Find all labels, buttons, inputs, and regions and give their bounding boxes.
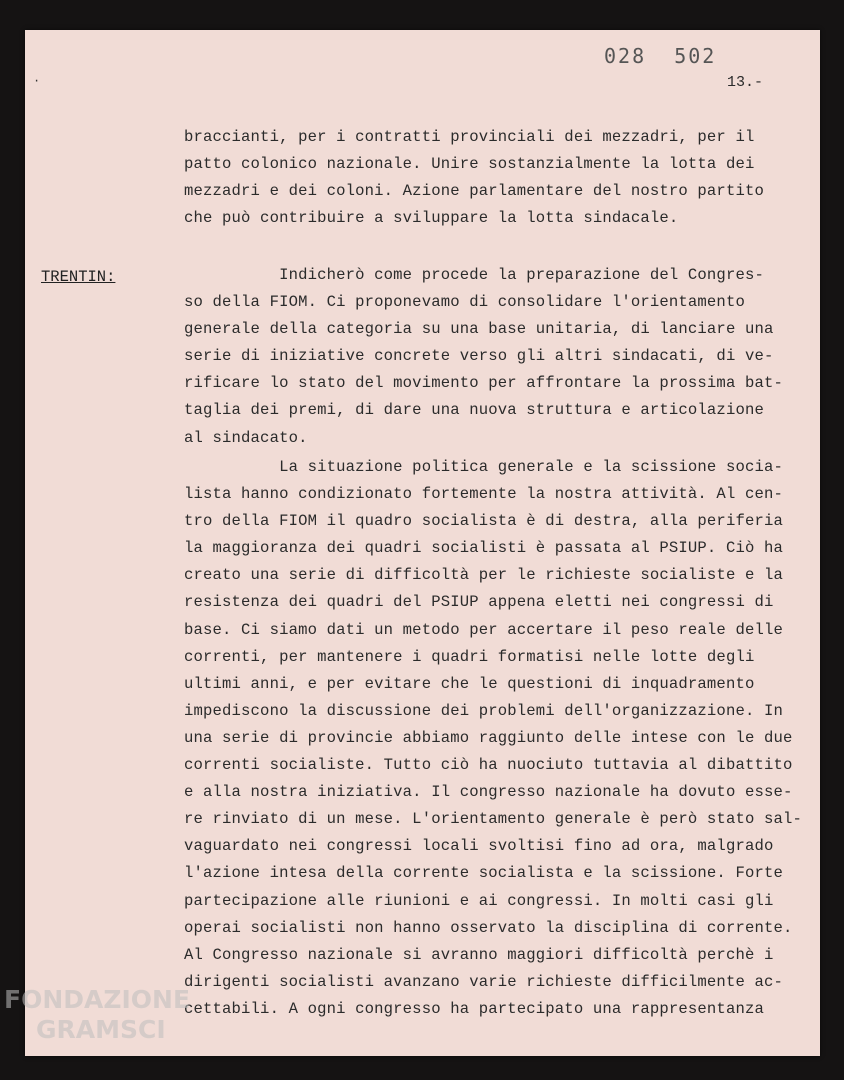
margin-dot: · <box>33 74 41 88</box>
watermark-line-1: FONDAZIONE <box>4 985 191 1014</box>
text-line: re rinviato di un mese. L'orientamento generale è però stato sal- <box>184 810 803 829</box>
paragraph-trentin-2 <box>184 454 814 1023</box>
text-line: braccianti, per i contratti provinciali dei mezzadri, per il <box>184 128 755 146</box>
text-line: resistenza dei quadri del PSIUP appena eletti nei congressi di <box>184 593 774 612</box>
text-line: patto colonico nazionale. Unire sostanzialmente la lotta dei <box>184 155 755 174</box>
paragraph-trentin-1 <box>184 262 814 452</box>
text-line: l'azione intesa della corrente socialista e la scissione. Forte <box>184 864 783 883</box>
text-line: e alla nostra iniziativa. Il congresso nazionale ha dovuto esse- <box>184 783 793 802</box>
watermark-line-2: GRAMSCI <box>36 1015 166 1044</box>
text-line: al sindacato. <box>184 428 308 447</box>
text-line: vaguardato nei congressi locali svoltisi fino ad ora, malgrado <box>184 837 774 856</box>
text-line: Indicherò come procede la preparazione del Congres- <box>184 266 764 284</box>
text-line: serie di iniziative concrete verso gli altri sindacati, di ve- <box>184 347 774 366</box>
text-line: La situazione politica generale e la scissione socia- <box>184 458 783 476</box>
page-number: 13.- <box>727 74 764 91</box>
text-line: generale della categoria su una base unitaria, di lanciare una <box>184 320 774 339</box>
text-line: la maggioranza dei quadri socialisti è passata al PSIUP. Ciò ha <box>184 539 783 558</box>
text-line: cettabili. A ogni congresso ha partecipato una rappresentanza <box>184 999 764 1018</box>
speaker-label: TRENTIN: <box>41 268 116 286</box>
text-line: creato una serie di difficoltà per le richieste socialiste e la <box>184 566 783 585</box>
document-page <box>25 30 820 1056</box>
text-line: lista hanno condizionato fortemente la nostra attività. Al cen- <box>184 485 783 504</box>
text-line: tro della FIOM il quadro socialista è di destra, alla periferia <box>184 512 783 531</box>
text-line: taglia dei premi, di dare una nuova struttura e articolazione <box>184 401 764 420</box>
text-line: so della FIOM. Ci proponevamo di consolidare l'orientamento <box>184 293 745 312</box>
text-line: correnti, per mantenere i quadri formatisi nelle lotte degli <box>184 647 755 666</box>
text-line: una serie di provincie abbiamo raggiunto delle intese con le due <box>184 728 793 747</box>
text-line: dirigenti socialisti avanzano varie richieste difficilmente ac- <box>184 972 783 991</box>
archive-number: 028 502 <box>604 44 717 68</box>
text-line: rificare lo stato del movimento per affrontare la prossima bat- <box>184 374 783 393</box>
text-line: correnti socialiste. Tutto ciò ha nuociuto tuttavia al dibattito <box>184 756 793 775</box>
text-line: base. Ci siamo dati un metodo per accertare il peso reale delle <box>184 620 783 639</box>
text-line: Al Congresso nazionale si avranno maggiori difficoltà perchè i <box>184 945 774 964</box>
text-line: partecipazione alle riunioni e ai congressi. In molti casi gli <box>184 891 774 910</box>
text-line: mezzadri e dei coloni. Azione parlamentare del nostro partito <box>184 182 764 201</box>
text-line: ultimi anni, e per evitare che le questioni di inquadramento <box>184 674 755 693</box>
text-line: che può contribuire a sviluppare la lotta sindacale. <box>184 209 679 228</box>
fondazione-gramsci-watermark <box>0 985 230 1080</box>
text-line: impediscono la discussione dei problemi dell'organizzazione. In <box>184 701 783 720</box>
paragraph-continued <box>184 124 814 232</box>
text-line: operai socialisti non hanno osservato la disciplina di corrente. <box>184 918 793 937</box>
